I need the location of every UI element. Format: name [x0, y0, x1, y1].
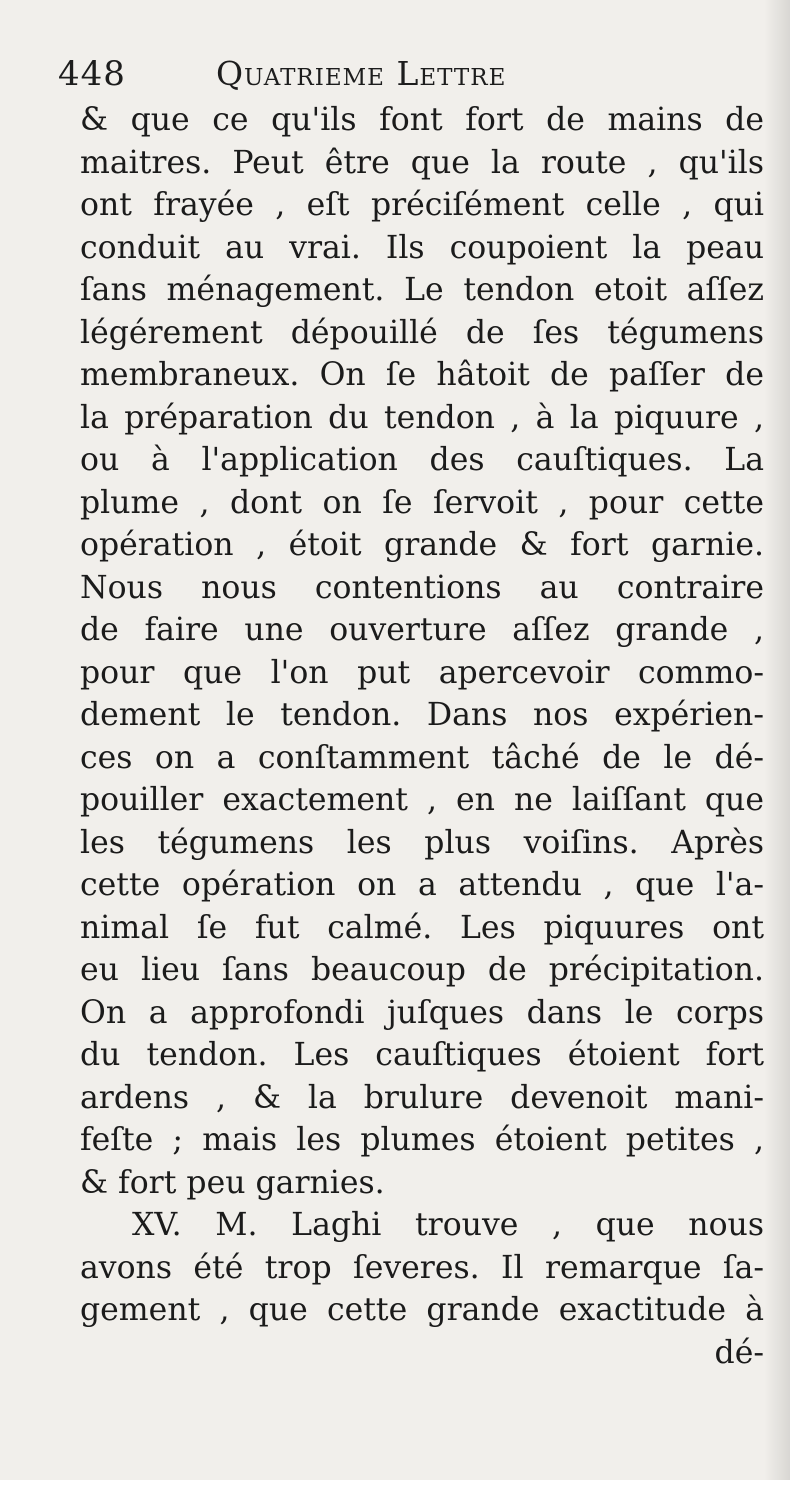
text-line: maitres. Peut être que la route , qu'ils: [80, 144, 764, 181]
paragraph-start-line: XV. M. Laghi trouve , que nous: [132, 1207, 764, 1243]
page-edge-shadow: [764, 0, 790, 1480]
text-line: nimal ſe fut calmé. Les piquures ont: [80, 909, 764, 946]
text-line: du tendon. Les cauſtiques étoient fort: [80, 1037, 764, 1073]
text-line: conduit au vrai. Ils coupoient la peau: [80, 229, 764, 266]
text-line: avons été trop ſeveres. Il remarque ſa-: [80, 1249, 764, 1286]
catchword: dé-: [714, 1334, 764, 1371]
text-line: pouiller exactement , en ne laiſſant que: [80, 782, 764, 818]
text-line: plume , dont on ſe ſervoit , pour cette: [80, 484, 764, 521]
text-line: ou à l'application des cauſtiques. La: [80, 442, 764, 478]
text-line: & que ce qu'ils font fort de mains de: [80, 102, 764, 138]
text-line: dement le tendon. Dans nos expérien-: [80, 697, 764, 733]
text-line: gement , que cette grande exactitude à: [80, 1292, 764, 1328]
page-header: [58, 50, 758, 100]
running-head: Quatrieme Lettre: [216, 54, 507, 93]
text-line: ont frayée , eſt préciſément celle , qui: [80, 187, 764, 223]
text-line: opération , étoit grande & fort garnie.: [80, 527, 764, 563]
text-line: légérement dépouillé de ſes tégumens: [80, 314, 764, 351]
text-line: eu lieu ſans beaucoup de précipitation.: [80, 952, 764, 988]
text-line: les tégumens les plus voiſins. Après: [80, 824, 764, 861]
text-line: On a approfondi juſques dans le corps: [80, 994, 764, 1031]
text-line: ardens , & la brulure devenoit mani-: [80, 1079, 764, 1116]
text-line: & fort peu garnies.: [80, 1164, 385, 1201]
text-line: ſans ménagement. Le tendon etoit aſſez: [80, 272, 764, 308]
text-line: la préparation du tendon , à la piquure ,: [80, 399, 764, 436]
text-line: de faire une ouverture aſſez grande ,: [80, 612, 764, 648]
text-line: Nous nous contentions au contraire: [80, 569, 764, 606]
text-line: feſte ; mais les plumes étoient petites ,: [80, 1122, 764, 1158]
text-line: ces on a conſtamment tâché de le dé-: [80, 739, 764, 776]
text-line: cette opération on a attendu , que l'a-: [80, 867, 764, 903]
page-number: 448: [58, 54, 126, 94]
text-line: membraneux. On ſe hâtoit de paſſer de: [80, 357, 764, 393]
body-text: [80, 99, 764, 1374]
text-line: pour que l'on put apercevoir commo-: [80, 654, 764, 691]
